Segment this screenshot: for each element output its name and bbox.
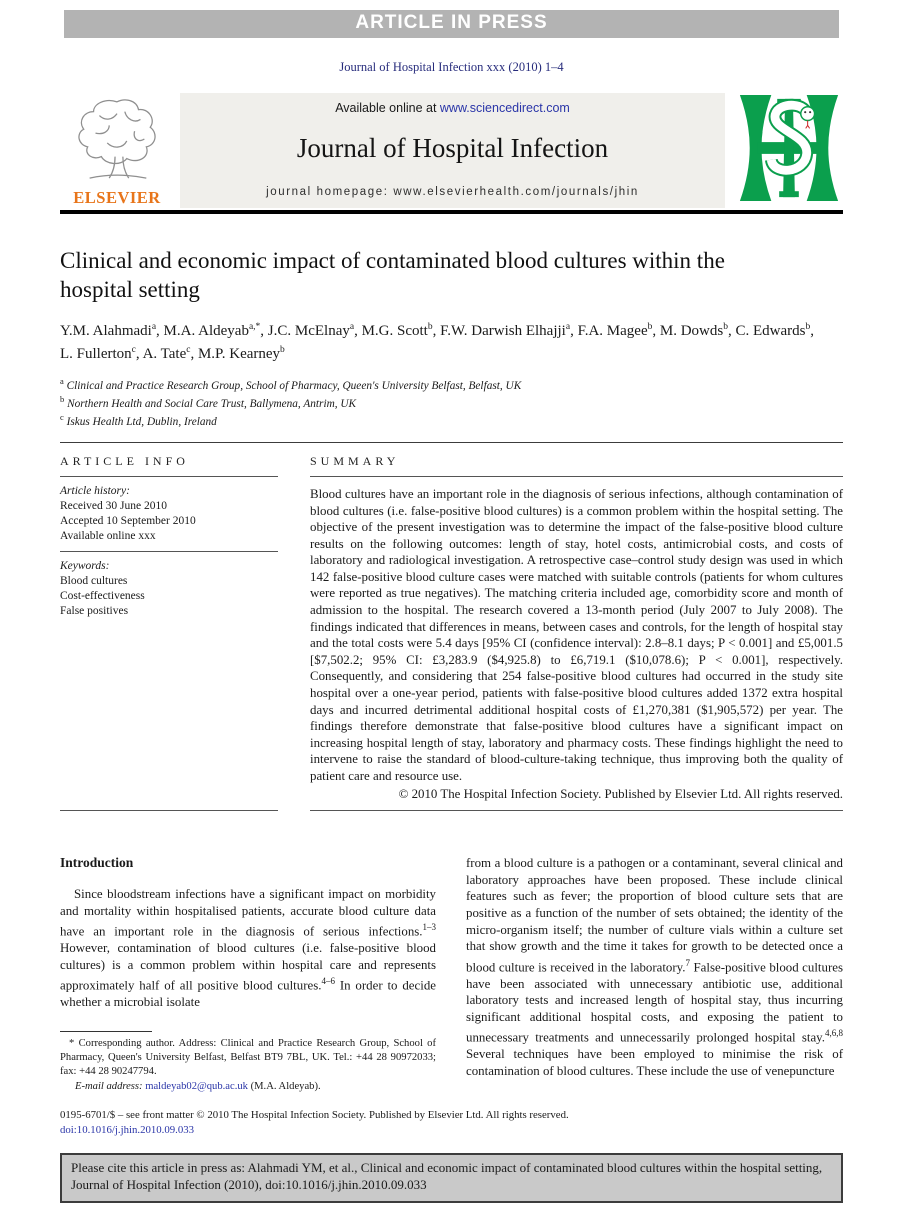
running-head: Journal of Hospital Infection xxx (2010) 1–4	[339, 60, 564, 74]
history-received: Received 30 June 2010	[60, 499, 167, 512]
footnote-rule	[60, 1031, 152, 1032]
email-link[interactable]: maldeyab02@qub.ac.uk	[145, 1080, 248, 1092]
please-cite-box: Please cite this article in press as: Alahmadi YM, et al., Clinical and economic impact of contaminated blood cultures within the hospital setting, Journal of Hospital Infection (2010), doi:10.1016/j.jhin.2010.09.033	[60, 1153, 843, 1203]
introduction-heading: Introduction	[60, 855, 134, 871]
introduction-paragraph-right: from a blood culture is a pathogen or a contaminant, several clinical and laboratory approaches have been proposed. These include clinical features such as fever; the proportion of blood culture sets that are positive as a function of the number of sets obtained; the identity of the micro-organism itself; the number of culture vials within a culture set that show growth and the time it takes for growth to be detected once a blood culture is received in the laboratory.$^7$ False-positive blood cultures have been associated with unnecessary antibiotic use, additional laboratory tests and increased length of hospital stay, thus incurring significant additional hospital costs, and exposing the patient to unnecessary treatments and unnecessarily prolonged hospital stay.$^{4,6,8}$ Several techniques have been employed to minimise the risk of contamination of blood cultures. These include the use of venepuncture	[466, 856, 843, 1078]
history-accepted: Accepted 10 September 2010	[60, 514, 196, 527]
author-list	[60, 318, 820, 364]
article-page	[0, 10, 900, 1203]
author: Y.M. Alahmadi$^a$,	[60, 322, 164, 339]
reference-superscript: 7	[685, 957, 691, 968]
divider	[310, 810, 843, 811]
divider	[60, 810, 278, 811]
author: L. Fullerton$^c$,	[60, 345, 143, 362]
article-history-label: Article history:	[60, 484, 130, 497]
article-info-column	[60, 454, 278, 811]
author: M. Dowds$^b$,	[659, 322, 736, 339]
page-title: Clinical and economic impact of contaminated blood cultures within the hospital setting	[60, 248, 725, 302]
divider	[60, 476, 278, 477]
summary-heading: SUMMARY	[310, 453, 400, 468]
abstract-top-rule	[60, 442, 843, 443]
introduction-section	[60, 855, 843, 1094]
corresponding-author-text: * Corresponding author. Address: Clinical and Practice Research Group, School of Pharmacy, Queen's University Belfast, Belfast BT9 7BL, UK. Tel.: +44 28 90972033; fax: +44 28 90247794.	[60, 1037, 436, 1078]
author: M.P. Kearney$^b$	[197, 345, 285, 362]
summary-column	[310, 454, 843, 811]
masthead-rule	[60, 210, 843, 214]
corresponding-author-footnote	[60, 1031, 436, 1094]
affiliation: $^a$ Clinical and Practice Research Group, School of Pharmacy, Queen's University Belfast, Belfast, UK	[60, 376, 522, 392]
author: M.G. Scott$^b$,	[361, 322, 441, 339]
elsevier-tree-icon	[69, 96, 165, 187]
article-in-press-banner: ARTICLE IN PRESS	[64, 10, 839, 38]
imprint-footer	[60, 1108, 843, 1138]
affiliation: $^b$ Northern Health and Social Care Trust, Ballymena, Antrim, UK	[60, 393, 357, 410]
keyword: False positives	[60, 604, 129, 617]
introduction-paragraph-left: Since bloodstream infections have a significant impact on morbidity and mortality within hospitalised patients, accurate blood culture data have an important role in the diagnosis of serious infections.$^{1-3}$ However, contamination of blood cultures (i.e. false-positive blood cultures) is a common problem within hospital care and represents approximately half of all positive blood cultures.$^{4-6}$ In order to decide whether a microbial isolate	[60, 887, 436, 1010]
divider	[60, 551, 278, 552]
left-column	[60, 855, 436, 1094]
email-label: E-mail address:	[75, 1080, 146, 1092]
author: C. Edwards$^b$,	[735, 322, 814, 339]
author: M.A. Aldeyab$^{a,*}$,	[163, 322, 268, 339]
elsevier-logo-block	[60, 93, 180, 208]
journal-masthead	[60, 93, 843, 208]
author: F.A. Magee$^b$,	[577, 322, 660, 339]
journal-header-panel	[180, 93, 725, 208]
article-info-heading: ARTICLE INFO	[60, 453, 189, 468]
elsevier-wordmark: ELSEVIER	[73, 188, 161, 207]
journal-title: Journal of Hospital Infection	[296, 133, 609, 163]
right-column	[466, 855, 843, 1094]
society-logo-block	[725, 93, 843, 208]
hospital-infection-society-logo-icon	[737, 93, 841, 208]
keywords-label: Keywords:	[60, 559, 110, 572]
info-summary-section	[60, 454, 843, 811]
front-matter-line: 0195-6701/$ – see front matter © 2010 The Hospital Infection Society. Published by Elsevier Ltd. All rights reserved.	[60, 1108, 569, 1121]
divider	[310, 476, 843, 477]
author: A. Tate$^c$,	[142, 345, 198, 362]
journal-homepage-line: journal homepage: www.elsevierhealth.com/journals/jhin	[266, 186, 639, 198]
keyword: Blood cultures	[60, 574, 128, 587]
copyright-line: © 2010 The Hospital Infection Society. Published by Elsevier Ltd. All rights reserved.	[398, 786, 843, 801]
doi-line	[60, 1123, 843, 1138]
summary-text: Blood cultures have an important role in the diagnosis of serious infections, although contamination of blood cultures (i.e. false-positive blood cultures) is a common problem within the hospital setting. The objective of the present investigation was to determine the impact of the false-positive blood culture results on the following outcomes: length of stay, hotel costs, antimicrobial costs, and costs of laboratory and radiological investigation. A retrospective case–control study design was used in which 142 false-positive blood culture cases were matched with suitable controls (patients for whom cultures were reported as true negatives). The matching criteria included age, comorbidity score and month of admission to the hospital. The research covered a 13-month period (July 2007 to July 2008). The findings indicated that differences in means, between cases and controls, for the length of hospital stay and the total costs were 5.4 days [95% CI (confidence interval): 2.8–8.1 days; P < 0.001] and £5,001.5 [$7,502.2; 95% CI: £3,283.9 ($4,925.8) to £6,719.1 ($10,078.6); P < 0.001], respectively. Consequently, and considering that 254 false-positive blood cultures had occurred in the study site hospital over a one-year period, patients with false-positive blood cultures added 1372 extra hospital days and incurred detrimental additional hospital costs of £1,270,381 ($1,905,572) per year. The findings therefore demonstrate that false-positive blood cultures have a significant impact on increasing hospital length of stay, laboratory and pharmacy costs. These findings highlight the need to intervene to raise the standard of blood-culture-taking technique, thus improving both the quality of patient care and resource use.	[310, 486, 843, 783]
available-online-line	[186, 101, 719, 115]
author: F.W. Darwish Elhajji$^a$,	[440, 322, 578, 339]
keyword: Cost-effectiveness	[60, 589, 145, 602]
reference-superscript: 4,6,8	[825, 1028, 843, 1039]
author: J.C. McElnay$^a$,	[267, 322, 362, 339]
affiliation-list	[60, 375, 843, 429]
doi-link[interactable]: doi:10.1016/j.jhin.2010.09.033	[60, 1123, 195, 1136]
reference-superscript: 1–3	[422, 922, 436, 933]
history-available: Available online xxx	[60, 529, 156, 542]
available-online-text: Available online at	[335, 101, 440, 115]
email-line: E-mail address: maldeyab02@qub.ac.uk (M.A. Aldeyab).	[75, 1080, 321, 1092]
affiliation: $^c$ Iskus Health Ltd, Dublin, Ireland	[60, 411, 217, 428]
reference-superscript: 4–6	[321, 976, 335, 987]
sciencedirect-link[interactable]: www.sciencedirect.com	[439, 101, 570, 115]
